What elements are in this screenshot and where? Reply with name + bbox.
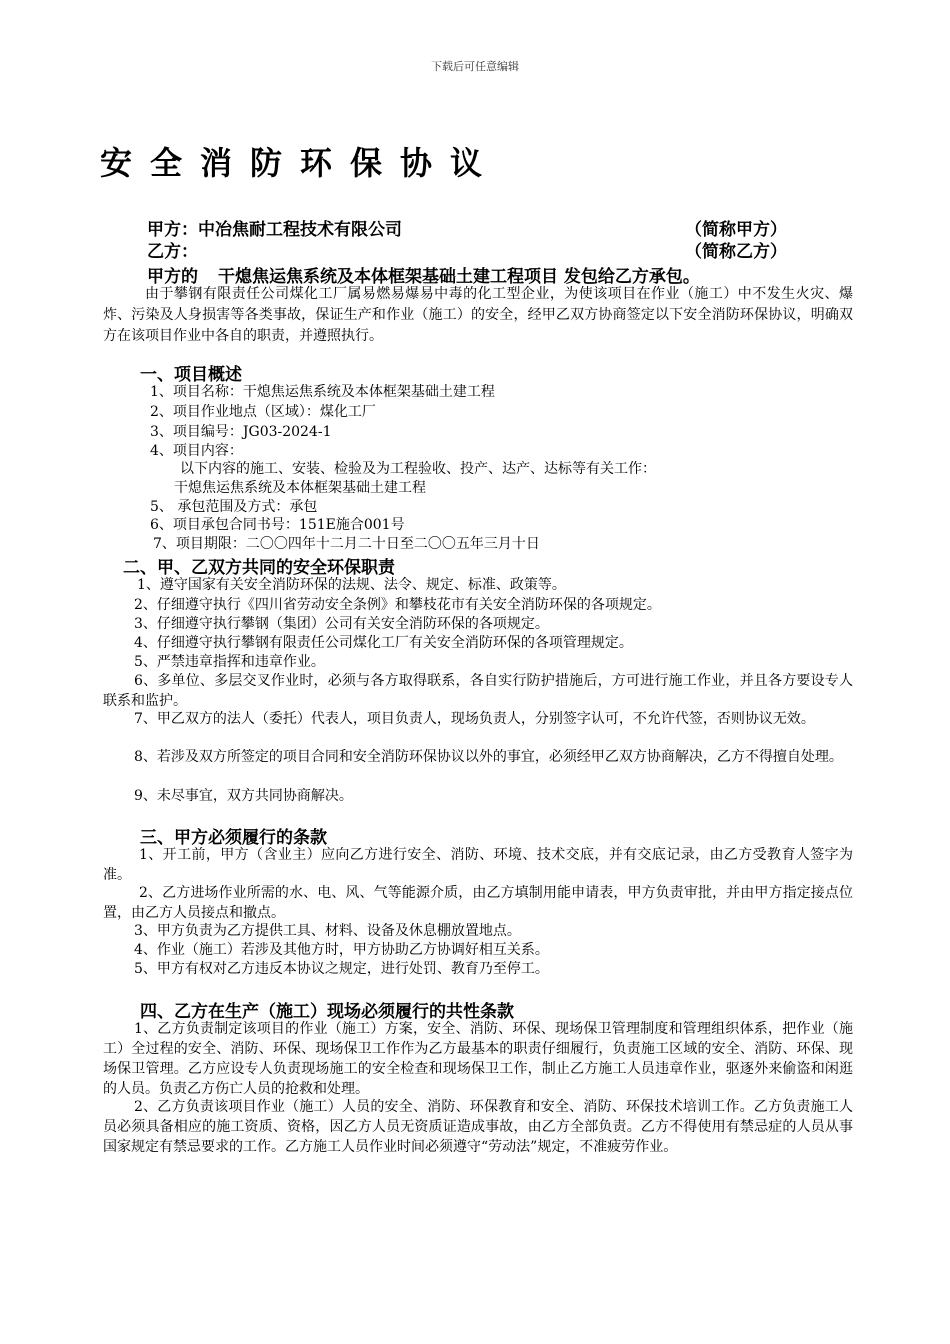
section-2-item: 8、若涉及双方所签定的项目合同和安全消防环保协议以外的事宜，必须经甲乙双方协商解决，乙方不得擅自处理。 (134, 749, 843, 765)
party-a-line (147, 219, 787, 241)
section-1-item: 7、项目期限：二〇〇四年十二月二十日至二〇〇五年三月十日 (153, 536, 540, 552)
party-b-line (147, 241, 787, 263)
section-2-item: 2、仔细遵守执行《四川省劳动安全条例》和攀枝花市有关安全消防环保的各项规定。 (134, 597, 661, 613)
section-4-item: 2、乙方负责该项目作业（施工）人员的安全、消防、环保教育和安全、消防、环保技术培训工作。乙方负责施工人员必须具备相应的施工资质、资格，因乙方人员无资质证造成事故，由乙方全部负责。乙方不得使用有禁忌症的人员从事国家规定有禁忌要求的工作。乙方施工人员作业时间必须遵守“劳动法”规定，不准疲劳作业。 (103, 1099, 853, 1155)
section-2-item: 6、多单位、多层交叉作业时，必须与各方取得联系，各自实行防护措施后，方可进行施工作业，并且各方要设专人联系和监护。 (103, 673, 853, 709)
section-4-item: 1、乙方负责制定该项目的作业（施工）方案，安全、消防、环保、现场保卫管理制度和管理组织体系，把作业（施工）全过程的安全、消防、环保、现场保卫工作作为乙方最基本的职责仔细履行，负责施工区域的安全、消防、环保、现场保卫管理。乙方应设专人负责现场施工的安全检查和现场保卫工作，制止乙方施工人员违章作业，驱逐外来偷盗和闲逛的人员。负责乙方伤亡人员的抢救和处理。 (103, 1021, 853, 1097)
section-3-item: 5、甲方有权对乙方违反本协议之规定，进行处罚、教育乃至停工。 (134, 961, 549, 977)
section-2-heading: 二、甲、乙双方共同的安全环保职责 (123, 558, 395, 578)
section-1-item: 5、 承包范围及方式：承包 (150, 499, 318, 515)
section-2-item: 4、仔细遵守执行攀钢有限责任公司煤化工厂有关安全消防环保的各项管理规定。 (134, 635, 633, 651)
watermark-text: 下载后可任意编辑 (431, 60, 519, 73)
section-2-item: 3、仔细遵守执行攀钢（集团）公司有关安全消防环保的各项规定。 (134, 616, 549, 632)
scope-lead: 甲方的 (147, 267, 198, 287)
scope-project: 干熄焦运焦系统及本体框架基础土建工程项目 (218, 267, 558, 287)
section-2-item: 9、未尽事宜，双方共同协商解决。 (134, 788, 353, 804)
section-1-item: 3、项目编号：JG03-2024-1 (150, 424, 332, 440)
section-3-item: 3、甲方负责为乙方提供工具、材料、设备及休息棚放置地点。 (134, 923, 521, 939)
section-1-item: 4、项目内容： (150, 443, 243, 459)
document-title: 安全消防环保协议 (100, 144, 501, 182)
section-1-item: 6、项目承包合同书号：151E施合001号 (150, 517, 405, 533)
section-2-item: 7、甲乙双方的法人（委托）代表人，项目负责人，现场负责人，分别签字认可，不允许代签，否则协议无效。 (134, 711, 815, 727)
section-1-item: 1、项目名称：干熄焦运焦系统及本体框架基础土建工程 (150, 384, 495, 400)
scope-tail: 发包给乙方承包。 (563, 267, 700, 287)
party-a-abbr: （简称甲方） (685, 220, 787, 240)
section-3-item: 1、开工前，甲方（含业主）应向乙方进行安全、消防、环境、技术交底，并有交底记录，由乙方受教育人签字为准。 (103, 847, 853, 883)
section-3-item: 2、乙方进场作业所需的水、电、风、气等能源介质，由乙方填制用能申请表，甲方负责审批，并由甲方指定接点位置，由乙方人员接点和撤点。 (103, 885, 853, 921)
section-1-subitem: 干熄焦运焦系统及本体框架基础土建工程 (174, 480, 426, 496)
section-1-heading: 一、项目概述 (140, 365, 242, 385)
section-1-subitem: 以下内容的施工、安装、检验及为工程验收、投产、达产、达标等有关工作： (180, 461, 656, 477)
section-1-item: 2、项目作业地点（区域）：煤化工厂 (150, 404, 376, 420)
party-b-abbr: （简称乙方） (685, 242, 787, 262)
section-2-item: 1、遵守国家有关安全消防环保的法规、法令、规定、标准、政策等。 (137, 577, 566, 593)
section-3-item: 4、作业（施工）若涉及其他方时，甲方协助乙方协调好相互关系。 (134, 942, 549, 958)
party-b-name: 乙方： (147, 242, 198, 262)
section-2-item: 5、严禁违章指挥和违章作业。 (134, 654, 325, 670)
intro-paragraph: 由于攀钢有限责任公司煤化工厂属易燃易爆易中毒的化工型企业，为使该项目在作业（施工）中不发生火灾、爆炸、污染及人身损害等各类事故，保证生产和作业（施工）的安全，经甲乙双方协商签定以下安全消防环保协议，明确双方在该项目作业中各自的职责，并遵照执行。 (103, 286, 853, 344)
section-3-heading: 三、甲方必须履行的条款 (140, 828, 327, 848)
party-a-name: 甲方：中冶焦耐工程技术有限公司 (147, 220, 402, 240)
section-4-heading: 四、乙方在生产（施工）现场必须履行的共性条款 (140, 1002, 514, 1022)
